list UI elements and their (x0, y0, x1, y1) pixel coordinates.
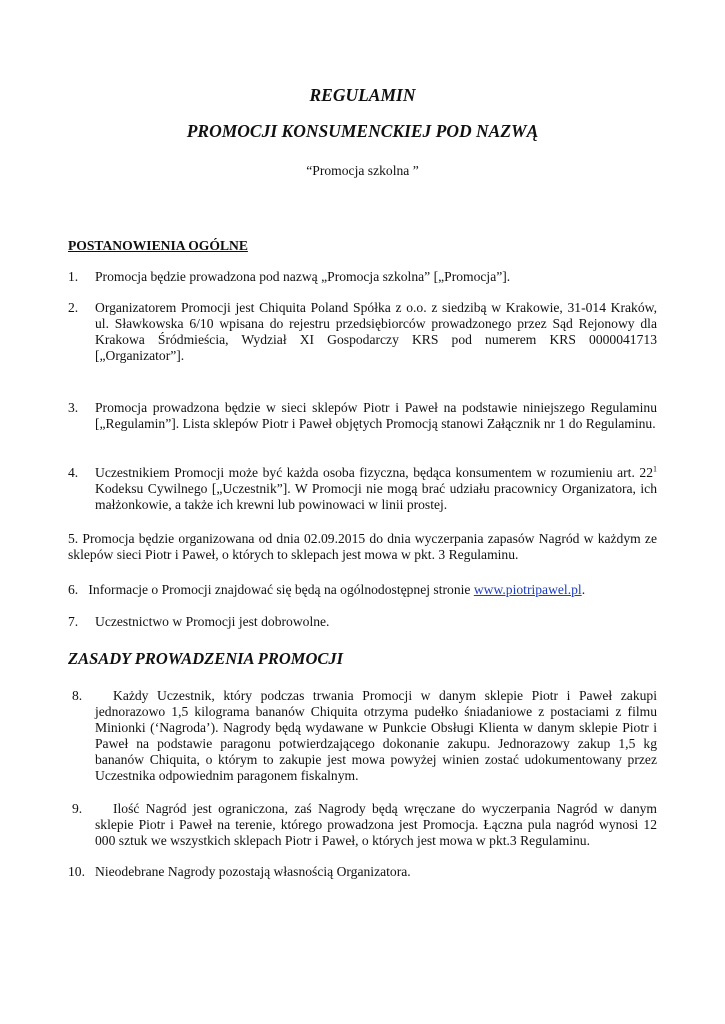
website-link[interactable]: www.piotripawel.pl (473, 582, 582, 597)
item-number: 10. (68, 864, 85, 879)
item-text: Promocja będzie organizowana od dnia 02.09.2015 do dnia wyczerpania zapasów Nagród w każdym ze sklepów sieci Piotr i Paweł, o których to sklepach jest mowa w pkt. 3 Regulaminu. (68, 531, 658, 562)
item-text-part: Kodeksu Cywilnego [„Uczestnik”]. W Promocji nie mogą brać udziału pracownicy Organizatora, ich małżonkowie, a także ich krewni lub powinowaci w linii prostej. (95, 481, 657, 512)
item-text-part: . (581, 582, 586, 597)
section-heading-rules: ZASADY PROWADZENIA PROMOCJI (68, 649, 344, 668)
item-text: Nieodebrane Nagrody pozostają własnością Organizatora. (95, 864, 411, 879)
item-number: 2. (68, 300, 79, 315)
item-text: Promocja będzie prowadzona pod nazwą „Promocja szkolna” [„Promocja”]. (95, 269, 511, 284)
item-text: Informacje o Promocji znajdować się będą na ogólnodostępnej stronie (88, 582, 474, 597)
item-number: 6. (68, 582, 79, 597)
item-text: Uczestnictwo w Promocji jest dobrowolne. (95, 614, 330, 629)
item-number: 1. (68, 269, 79, 284)
item-number: 9. (72, 801, 83, 816)
promotion-name: “Promocja szkolna ” (306, 163, 419, 178)
section-heading-general: POSTANOWIENIA OGÓLNE (68, 238, 248, 253)
item-number: 7. (68, 614, 79, 629)
document-title: REGULAMIN (309, 85, 416, 105)
item-text: Każdy Uczestnik, który podczas trwania Promocji w danym sklepie Piotr i Paweł zakupi jednorazowo 1,5 kilograma bananów Chiquita otrzyma pudełko śniadaniowe z postaciami z filmu Minionki (‘Nagroda’). Nagrody będą wydawane w Punkcie Obsługi Klienta w danym sklepie Piotr i Paweł na podstawie paragonu potwierdzającego dokonanie zakupu. Jednorazowy zakup 1,5 kg bananów Chiquita, o którym to zakupie jest mowa powyżej winien zostać udokumentowany przez Uczestnika odpowiednim paragonem fiskalnym. (95, 688, 657, 783)
item-number: 4. (68, 465, 79, 480)
list-item (68, 582, 657, 598)
item-text (95, 465, 657, 513)
item-text: Organizatorem Promocji jest Chiquita Poland Spółka z o.o. z siedzibą w Krakowie, 31-014 Kraków, ul. Sławkowska 6/10 wpisana do rejestru przedsiębiorców prowadzonego przez Sąd Rejonowy dla Krakowa Śródmieścia, Wydział XI Gospodarczy KRS pod numerem KRS 0000041713 [„Organizator”]. (95, 300, 657, 363)
item-text: Ilość Nagród jest ograniczona, zaś Nagrody będą wręczane do wyczerpania Nagród w danym sklepie Piotr i Paweł na terenie, którego prowadzona jest Promocja. Łączna pula nagród wynosi 12 000 sztuk we wszystkich sklepach Piotr i Paweł, o których jest mowa w pkt.3 Regulaminu. (95, 801, 657, 848)
item-text-part: Uczestnikiem Promocji może być każda osoba fizyczna, będąca konsumentem w rozumieniu art. 22 (95, 465, 653, 480)
item-text: Promocja prowadzona będzie w sieci sklepów Piotr i Paweł na podstawie niniejszego Regulaminu [„Regulamin”]. Lista sklepów Piotr i Paweł objętych Promocją stanowi Załącznik nr 1 do Regulaminu. (95, 400, 657, 431)
item-number: 3. (68, 400, 79, 415)
document-title-subheading: PROMOCJI KONSUMENCKIEJ POD NAZWĄ (186, 121, 539, 141)
item-number: 5. (68, 531, 79, 546)
superscript: 1 (653, 464, 657, 474)
item-number: 8. (72, 688, 83, 703)
list-item (68, 531, 657, 563)
